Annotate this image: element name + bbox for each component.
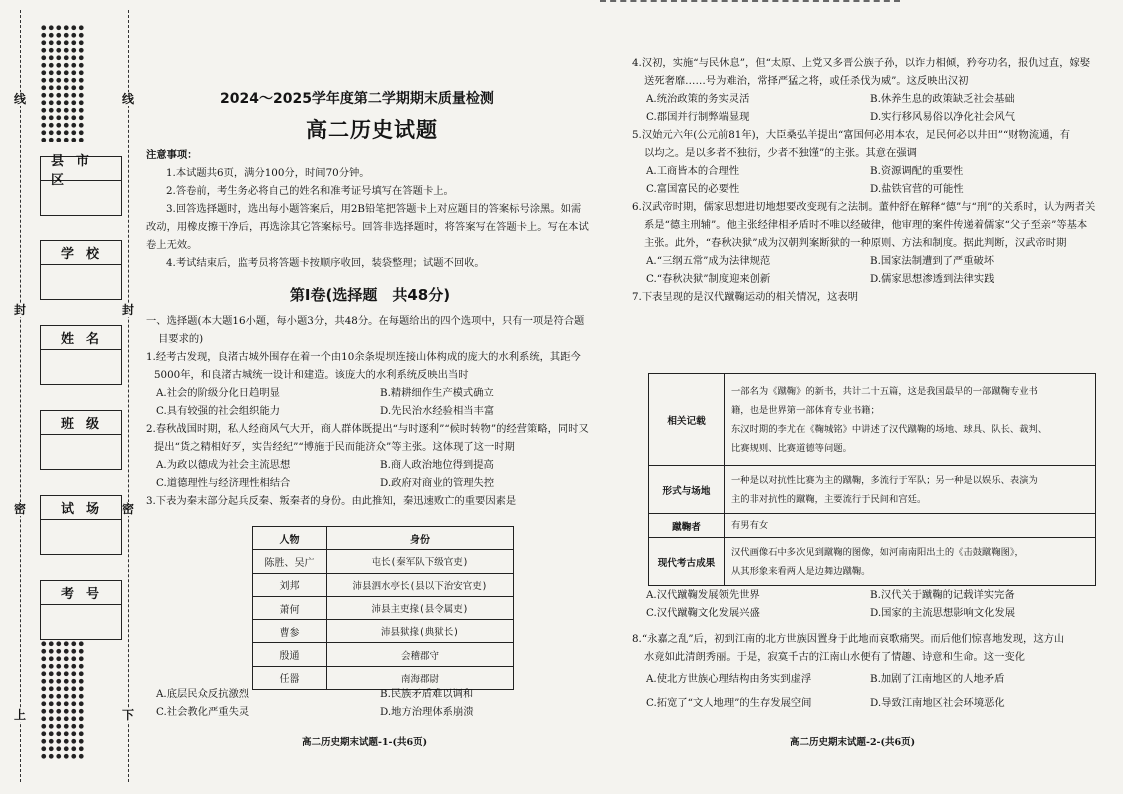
cut-mark: 下 — [122, 708, 135, 722]
option[interactable]: C.“春秋决狱”制度迎来创新 — [646, 273, 771, 285]
table-cell: 有男有女 — [725, 514, 1096, 538]
q1-stem: 5000年，和良渚古城统一设计和建造。该庞大的水利系统反映出当时 — [154, 369, 469, 381]
field-exam-number[interactable]: 考号 — [40, 580, 122, 640]
q8-stem: 8.“永嘉之乱”后，初到江南的北方世族因置身于此地而哀歌痛哭。而后他们惊喜地发现，这方山 — [632, 633, 1065, 645]
option[interactable]: C.富国富民的必要性 — [646, 183, 740, 195]
option[interactable]: A.统治政策的务实灵活 — [646, 93, 750, 105]
option[interactable]: C.社会教化严重失灵 — [156, 706, 250, 718]
q5-stem: 以均之。是以多者不独衍，少者不独馑”的主张。其意在强调 — [644, 147, 917, 159]
cut-mark: 线 — [122, 92, 135, 106]
option[interactable]: A.使北方世族心理结构由务实到虚浮 — [646, 673, 812, 685]
top-edge-mark — [600, 0, 900, 3]
subject-title: 高二历史试题 — [306, 118, 438, 142]
exam-title: 2024～2025学年度第二学期期末质量检测 — [220, 91, 494, 107]
table-cell: 沛县狱掾(典狱长) — [327, 620, 514, 643]
dot-pattern — [40, 640, 86, 760]
option[interactable]: B.休养生息的政策缺乏社会基础 — [870, 93, 1015, 105]
q1-stem: 1.经考古发现，良渚古城外围存在着一个由10余条堤坝连接山体构成的庞大的水利系统，其距今 — [146, 351, 581, 363]
option[interactable]: D.导致江南地区社会环境恶化 — [870, 697, 1005, 709]
option[interactable]: D.儒家思想渗透到法律实践 — [870, 273, 995, 285]
table-cell: 汉代画像石中多次见到蹴鞠的图像，如河南南阳出土的《击鼓蹴鞠图》， 从其形象来看两人是边舞边蹴鞠。 — [725, 538, 1096, 586]
option[interactable]: A.“三纲五常”成为法律规范 — [646, 255, 771, 267]
q6-stem: 系是“德主刑辅”。他主张经律相矛盾时不唯以经破律，他审理的案件传递着儒家“父子至亲”等基本 — [644, 219, 1088, 231]
table-cell: 陈胜、吴广 — [253, 550, 327, 573]
option[interactable]: B.加剧了江南地区的人地矛盾 — [870, 673, 1005, 685]
option[interactable]: A.汉代蹴鞠发展领先世界 — [646, 589, 760, 601]
table-cell: 一种是以对抗性比赛为主的蹴鞠，多流行于军队；另一种是以娱乐、表演为 主的非对抗性的蹴鞠，主要流行于民间和宫廷。 — [725, 466, 1096, 514]
section-title: 第Ⅰ卷(选择题 共48分) — [289, 286, 451, 304]
q1-options — [146, 384, 610, 420]
option[interactable]: B.国家法制遭到了严重破坏 — [870, 255, 995, 267]
cut-mark: 封 — [14, 303, 27, 317]
note-item: 2.答卷前，考生务必将自己的姓名和准考证号填写在答题卡上。 — [166, 185, 454, 197]
option[interactable]: C.具有较强的社会组织能力 — [156, 405, 281, 417]
table-row — [649, 466, 1096, 514]
table-row — [649, 538, 1096, 586]
q6-stem: 6.汉武帝时期，儒家思想进切地想要改变现有之法制。董仲舒在解释“德”与“刑”的关系时，认为两者关 — [632, 201, 1096, 213]
section-intro: 目要求的) — [158, 333, 204, 345]
table-cell: 曹参 — [253, 620, 327, 643]
table-row — [253, 573, 514, 596]
q3-table — [252, 526, 514, 690]
q5-options — [632, 162, 1100, 198]
field-school[interactable]: 学校 — [40, 240, 122, 300]
table-cell: 屯长(秦军队下级官吏) — [327, 550, 514, 573]
option[interactable]: B.商人政治地位得到提高 — [380, 459, 494, 471]
q2-stem: 提出“货之精相好歹，实告经纪”“博施于民而能济众”等主张。这体现了这一时期 — [154, 441, 515, 453]
q8-options — [632, 670, 1100, 712]
option[interactable]: A.底层民众反抗激烈 — [156, 688, 250, 700]
table-cell: 殷通 — [253, 643, 327, 666]
q6-stem: 主张。此外，“春秋决狱”成为汉朝判案断狱的一种原则、方法和制度。据此判断，汉武帝时期 — [644, 237, 1067, 249]
option[interactable]: B.汉代关于蹴鞠的记载详实完备 — [870, 589, 1015, 601]
table-row-head: 现代考古成果 — [649, 538, 725, 586]
notes-heading: 注意事项： — [146, 149, 198, 161]
option[interactable]: A.工商皆本的合理性 — [646, 165, 740, 177]
notes — [146, 146, 589, 272]
option[interactable]: D.盐铁官营的可能性 — [870, 183, 964, 195]
table-row — [253, 620, 514, 643]
note-item: 改动，用橡皮擦干净后，再选涂其它答案标号。回答非选择题时，将答案写在答题卡上。写在本试 — [146, 221, 589, 233]
table-row — [649, 514, 1096, 538]
q7-options — [632, 586, 1100, 622]
binding-dashed-line-right — [128, 10, 129, 782]
note-item: 1.本试题共6页，满分100分，时间70分钟。 — [166, 167, 370, 179]
binding-strip — [0, 0, 142, 794]
q4-options — [632, 90, 1100, 126]
note-item: 3.回答选择题时，选出每小题答案后，用2B铅笔把答题卡上对应题目的答案标号涂黑。如需 — [166, 203, 582, 215]
q4-stem: 送死奢靡……号为难治，常择严猛之将，或任杀伐为威”。这反映出汉初 — [644, 75, 969, 87]
q3-stem: 3.下表为秦末部分起兵反秦、叛秦者的身份。由此推知，秦迅速败亡的重要因素是 — [146, 495, 517, 507]
option[interactable]: D.政府对商业的管理失控 — [380, 477, 495, 489]
option[interactable]: D.实行移风易俗以净化社会风气 — [870, 111, 1016, 123]
questions-block-2 — [632, 586, 1100, 712]
note-item: 卷上无效。 — [146, 239, 198, 251]
q4-stem: 4.汉初，实施“与民休息”，但“太原、上党又多晋公族子孙，以诈力相倾，矜夸功名，报仇过直，嫁娶 — [632, 57, 1091, 69]
table-cell: 南海郡尉 — [327, 666, 514, 689]
q2-stem: 2.春秋战国时期，私人经商风气大开，商人群体既提出“与时逐利”“候时转物”的经营策略，同时又 — [146, 423, 589, 435]
q2-options — [146, 456, 610, 492]
table-cell: 萧何 — [253, 596, 327, 619]
questions-block — [146, 312, 610, 510]
table-row — [253, 550, 514, 573]
table-header: 身份 — [327, 527, 514, 550]
option[interactable]: C.道德理性与经济理性相结合 — [156, 477, 291, 489]
table-header: 人物 — [253, 527, 327, 550]
option[interactable]: B.精耕细作生产模式确立 — [380, 387, 494, 399]
cut-mark: 封 — [122, 303, 135, 317]
table-row — [649, 374, 1096, 466]
page-footer: 高二历史期末试题-2-(共6页) — [790, 737, 916, 748]
option[interactable]: D.国家的主流思想影响文化发展 — [870, 607, 1016, 619]
section-intro: 一、选择题(本大题16小题，每小题3分，共48分。在每题给出的四个选项中，只有一项是符合题 — [146, 315, 585, 327]
table-cell: 沛县主吏掾(县令属吏) — [327, 596, 514, 619]
q8-stem: 水竟如此清朗秀丽。于是，寂寞千古的江南山水便有了情趣、诗意和生命。这一变化 — [644, 651, 1025, 663]
option[interactable]: A.社会的阶级分化日趋明显 — [156, 387, 280, 399]
table-cell: 任嚣 — [253, 666, 327, 689]
table-row-head: 相关记载 — [649, 374, 725, 466]
table-cell: 一部名为《蹴鞠》的新书，共计二十五篇，这是我国最早的一部蹴鞠专业书 籍，也是世界第一部体育专业书籍； 东汉时期的李尤在《鞠城铭》中讲述了汉代蹴鞠的场地、球具、队长、裁判、 比赛规则、比赛道德等问题。 — [725, 374, 1096, 466]
field-county[interactable]: 县市区 — [40, 156, 122, 216]
option[interactable]: C.汉代蹴鞠文化发展兴盛 — [646, 607, 760, 619]
field-exam-room[interactable]: 试场 — [40, 495, 122, 555]
option[interactable]: A.为政以德成为社会主流思想 — [156, 459, 291, 471]
dot-pattern — [40, 24, 86, 142]
questions-block — [632, 54, 1100, 306]
note-item: 4.考试结束后，监考员将答题卡按顺序收回，装袋整理；试题不回收。 — [166, 257, 485, 269]
table-cell: 刘邦 — [253, 573, 327, 596]
table-row — [253, 643, 514, 666]
binding-dashed-line-left — [20, 10, 21, 782]
page-footer: 高二历史期末试题-1-(共6页) — [302, 737, 428, 748]
option[interactable]: B.资源调配的重要性 — [870, 165, 964, 177]
cut-mark: 密 — [14, 502, 27, 516]
option[interactable]: C.拓宽了“文人地理”的生存发展空间 — [646, 697, 812, 709]
option[interactable]: C.郡国并行制弊端显现 — [646, 111, 750, 123]
cut-mark: 密 — [122, 502, 135, 516]
q3-options — [156, 685, 610, 721]
option[interactable]: B.民族矛盾难以调和 — [380, 688, 474, 700]
table-cell: 会稽郡守 — [327, 643, 514, 666]
table-row-head: 蹴鞠者 — [649, 514, 725, 538]
table-row-head: 形式与场地 — [649, 466, 725, 514]
field-class[interactable]: 班级 — [40, 410, 122, 470]
option[interactable]: D.地方治理体系崩溃 — [380, 706, 474, 718]
cut-mark: 线 — [14, 92, 27, 106]
q5-stem: 5.汉始元六年(公元前81年)，大臣桑弘羊提出“富国何必用本农，足民何必以井田”“财物流通，有 — [632, 129, 1071, 141]
q7-table — [648, 373, 1096, 586]
option[interactable]: D.先民治水经验相当丰富 — [380, 405, 495, 417]
table-row — [253, 596, 514, 619]
q6-options — [632, 252, 1100, 288]
cut-mark: 上 — [14, 708, 27, 722]
table-cell: 沛县泗水亭长(县以下治安官吏) — [327, 573, 514, 596]
field-name[interactable]: 姓名 — [40, 325, 122, 385]
q7-stem: 7.下表呈现的是汉代蹴鞠运动的相关情况，这表明 — [632, 291, 859, 303]
